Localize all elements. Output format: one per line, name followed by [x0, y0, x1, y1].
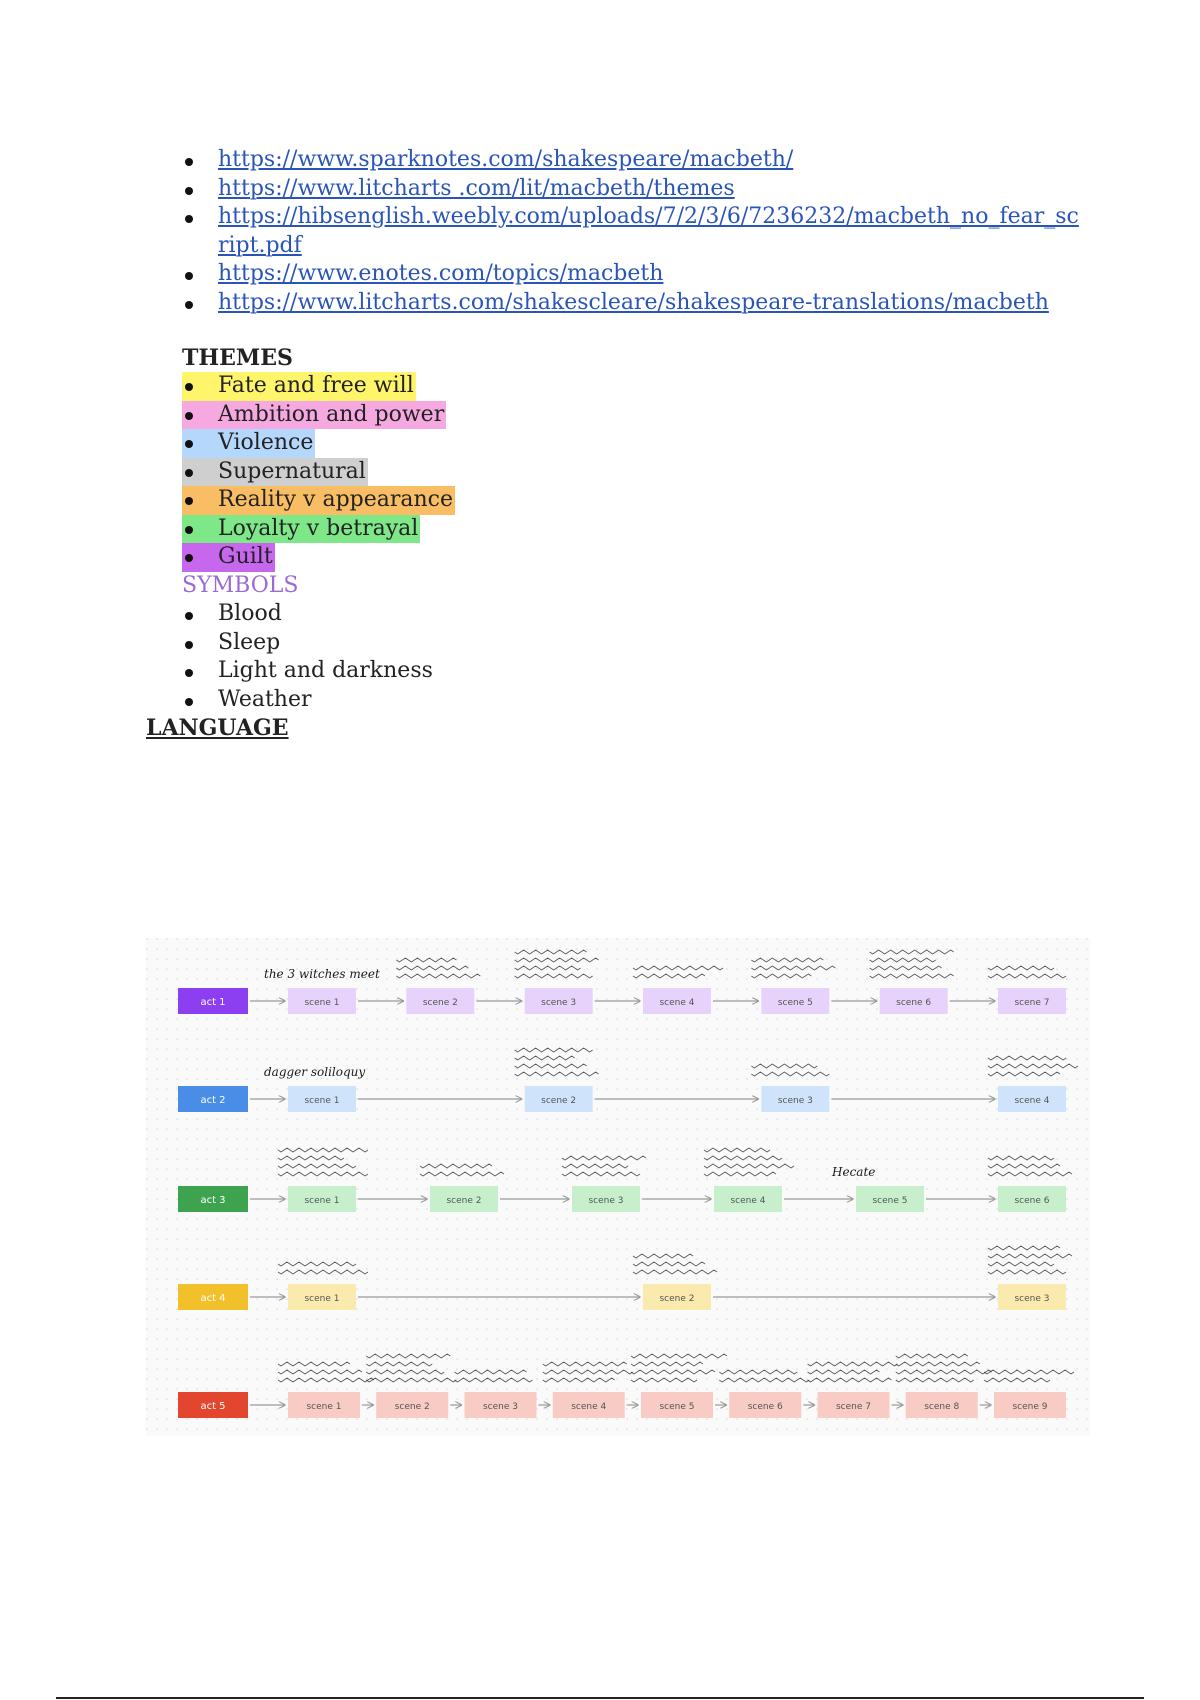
- scene-label: scene 7: [1014, 998, 1050, 1008]
- scene-label: scene 1: [304, 1196, 340, 1206]
- scene-label: scene 1: [304, 1096, 340, 1106]
- scene-handwritten-note: Hecate: [832, 1165, 876, 1179]
- scene-label: scene 5: [659, 1402, 695, 1412]
- scene-label: scene 3: [541, 998, 577, 1008]
- symbol-item: Sleep: [182, 629, 433, 658]
- scene-label: scene 2: [446, 1196, 482, 1206]
- link-litcharts-translation[interactable]: https://www.litcharts.com/shakescleare/shakespeare-translations/macbeth: [218, 289, 1049, 315]
- theme-label: Reality v appearance: [182, 486, 455, 515]
- list-item: [182, 203, 1082, 260]
- scene-label: scene 9: [1012, 1402, 1048, 1412]
- scene-handwritten-note: dagger soliloquy: [264, 1065, 366, 1079]
- resource-links-list: [182, 146, 1082, 317]
- link-no-fear-script[interactable]: https://hibsenglish.weebly.com/uploads/7/2/3/6/7236232/macbeth_no_fear_script.pdf: [218, 204, 1079, 258]
- scene-label: scene 3: [588, 1196, 624, 1206]
- theme-item: [182, 429, 455, 458]
- theme-label: Loyalty v betrayal: [182, 515, 420, 544]
- link-sparknotes[interactable]: https://www.sparknotes.com/shakespeare/macbeth/: [218, 147, 794, 172]
- list-item: [182, 146, 1082, 175]
- act-label: act 2: [200, 1095, 226, 1106]
- scene-label: scene 2: [541, 1096, 577, 1106]
- scene-label: scene 4: [1014, 1096, 1050, 1106]
- themes-heading: THEMES: [182, 345, 293, 371]
- symbols-list: [182, 600, 433, 714]
- link-litcharts-themes[interactable]: https://www.litcharts .com/lit/macbeth/themes: [218, 175, 735, 201]
- scene-label: scene 1: [304, 998, 340, 1008]
- act-scene-timeline-board: [146, 938, 1090, 1436]
- symbols-heading: SYMBOLS: [182, 573, 299, 598]
- scene-label: scene 1: [304, 1294, 340, 1304]
- scene-label: scene 5: [872, 1196, 908, 1206]
- scene-label: scene 3: [777, 1096, 813, 1106]
- list-item: [182, 175, 1082, 204]
- theme-item: [182, 515, 455, 544]
- scene-label: scene 2: [422, 998, 458, 1008]
- scene-label: scene 6: [747, 1402, 783, 1412]
- theme-label: Guilt: [182, 543, 275, 572]
- scene-label: scene 2: [394, 1402, 430, 1412]
- scene-handwritten-note: the 3 witches meet: [264, 967, 380, 981]
- scene-label: scene 6: [896, 998, 932, 1008]
- scene-label: scene 7: [835, 1402, 872, 1412]
- scene-label: scene 6: [1014, 1196, 1050, 1206]
- theme-label: Violence: [182, 429, 315, 458]
- symbol-item: Weather: [182, 686, 433, 715]
- symbol-item: Light and darkness: [182, 657, 433, 686]
- theme-item: [182, 401, 455, 430]
- scene-label: scene 5: [777, 998, 813, 1008]
- scene-label: scene 3: [482, 1402, 519, 1412]
- symbol-item: Blood: [182, 600, 433, 629]
- theme-item: [182, 458, 455, 487]
- act-label: act 4: [200, 1293, 226, 1304]
- list-item: [182, 260, 1082, 289]
- theme-item: [182, 372, 455, 401]
- theme-item: [182, 486, 455, 515]
- theme-item: [182, 543, 455, 572]
- theme-label: Ambition and power: [182, 401, 446, 430]
- language-heading: LANGUAGE: [146, 715, 289, 741]
- scene-label: scene 2: [659, 1294, 695, 1304]
- list-item: [182, 289, 1082, 318]
- scene-label: scene 8: [924, 1402, 960, 1412]
- themes-list: [182, 372, 455, 572]
- scene-label: scene 3: [1014, 1294, 1050, 1304]
- theme-label: Fate and free will: [182, 372, 416, 401]
- act-label: act 5: [200, 1401, 226, 1412]
- act-label: act 1: [200, 997, 226, 1008]
- scene-label: scene 4: [730, 1196, 766, 1206]
- scene-label: scene 1: [306, 1402, 342, 1412]
- theme-label: Supernatural: [182, 458, 368, 487]
- scene-label: scene 4: [659, 998, 695, 1008]
- scene-label: scene 4: [571, 1402, 607, 1412]
- page-bottom-rule: [56, 1697, 1144, 1699]
- link-enotes[interactable]: https://www.enotes.com/topics/macbeth: [218, 261, 664, 286]
- act-label: act 3: [200, 1195, 226, 1206]
